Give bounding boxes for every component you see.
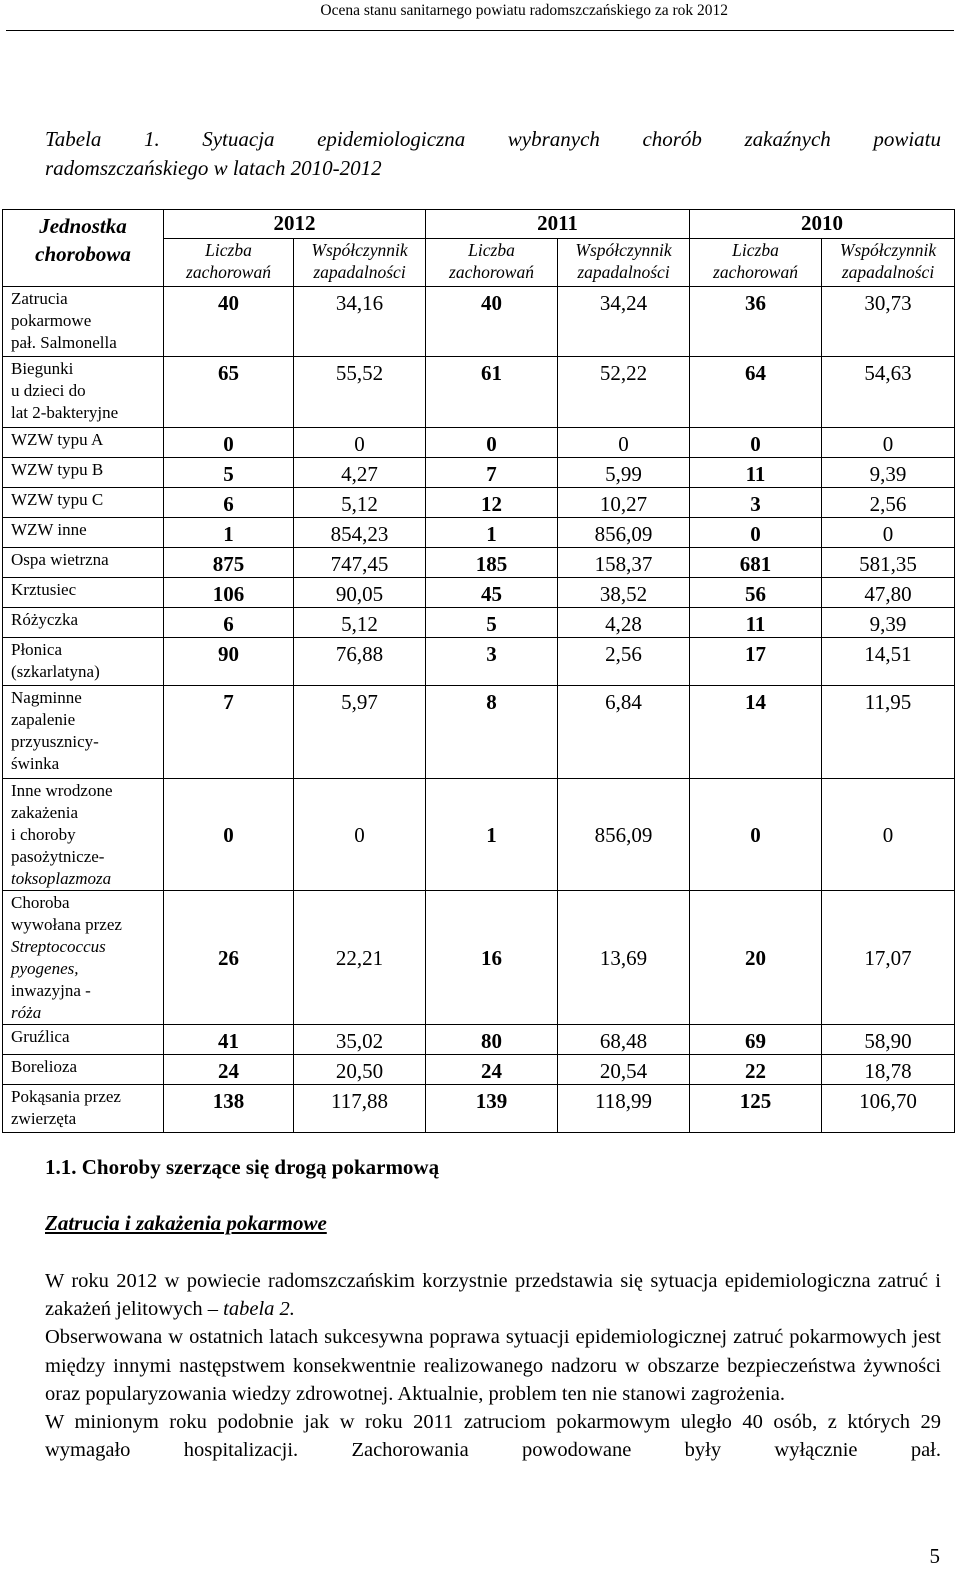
- cases-cell: 56: [690, 578, 822, 608]
- disease-name-cell: [3, 548, 164, 578]
- disease-name-line: WZW typu C: [11, 490, 104, 509]
- disease-name-cell: [3, 608, 164, 638]
- disease-name-line: świnka: [11, 754, 60, 773]
- disease-name-cell: [3, 1085, 164, 1133]
- rate-cell: 118,99: [558, 1085, 690, 1133]
- disease-name-line: Inne wrodzone: [11, 781, 113, 800]
- rate-cell: 581,35: [822, 548, 955, 578]
- cases-cell: 138: [164, 1085, 294, 1133]
- table-row: [3, 548, 955, 578]
- disease-name-cell: [3, 891, 164, 1025]
- disease-name-cell: [3, 638, 164, 686]
- disease-name-line: pał. Salmonella: [11, 333, 117, 352]
- table-row: [3, 578, 955, 608]
- rate-cell: 747,45: [294, 548, 426, 578]
- rate-cell: 47,80: [822, 578, 955, 608]
- rate-cell: 20,50: [294, 1055, 426, 1085]
- rate-cell: 22,21: [294, 891, 426, 1025]
- cases-cell: 61: [426, 357, 558, 428]
- cases-cell: 6: [164, 608, 294, 638]
- disease-name-line: Nagminne: [11, 688, 82, 707]
- cases-cell: 0: [690, 518, 822, 548]
- cases-cell: 0: [690, 428, 822, 458]
- disease-name-line: pyogenes,: [11, 959, 79, 978]
- cases-cell: 40: [426, 287, 558, 357]
- unit-header-line: Jednostka: [39, 214, 127, 238]
- cases-cell: 24: [164, 1055, 294, 1085]
- cases-cell: 64: [690, 357, 822, 428]
- disease-name-line: WZW typu A: [11, 430, 104, 449]
- page-number: 5: [929, 1544, 940, 1568]
- disease-table: [2, 209, 955, 1133]
- cases-cell: 681: [690, 548, 822, 578]
- table-row: [3, 287, 955, 357]
- disease-name-line: Borelioza: [11, 1057, 78, 1076]
- cases-cell: 106: [164, 578, 294, 608]
- disease-name-cell: [3, 287, 164, 357]
- disease-name-line: zwierzęta: [11, 1109, 77, 1128]
- cases-cell: 16: [426, 891, 558, 1025]
- rate-cell: 14,51: [822, 638, 955, 686]
- year-header-2011: 2011: [426, 210, 690, 239]
- rate-cell: 854,23: [294, 518, 426, 548]
- cases-cell: 69: [690, 1025, 822, 1055]
- caption-word: powiatu: [873, 127, 941, 151]
- cases-cell: 6: [164, 488, 294, 518]
- cases-cell: 26: [164, 891, 294, 1025]
- cases-cell: 14: [690, 686, 822, 779]
- cases-cell: 8: [426, 686, 558, 779]
- disease-name-cell: [3, 578, 164, 608]
- disease-name-line: róża: [11, 1003, 42, 1022]
- table-row: [3, 1025, 955, 1055]
- rate-cell: 90,05: [294, 578, 426, 608]
- cases-cell: 3: [690, 488, 822, 518]
- disease-name-cell: [3, 357, 164, 428]
- disease-name-line: wywołana przez: [11, 915, 122, 934]
- cases-cell: 1: [426, 518, 558, 548]
- disease-name-line: przyusznicy-: [11, 732, 99, 751]
- paragraph: W minionym roku podobnie jak w roku 2011 zatruciom pokarmowym uległo 40 osób, z których 29 wymagało hospitalizacji. Zachorowania powodowane były wyłącznie pał.: [45, 1411, 941, 1462]
- header-rule: [6, 30, 954, 31]
- rate-cell: 4,28: [558, 608, 690, 638]
- disease-name-line: i choroby: [11, 825, 76, 844]
- disease-name-line: zakażenia: [11, 803, 78, 822]
- disease-name-line: Biegunki: [11, 359, 74, 378]
- table-row: [3, 638, 955, 686]
- disease-name-line: Zatrucia: [11, 289, 68, 308]
- disease-name-line: Ospa wietrzna: [11, 550, 109, 569]
- cases-cell: 1: [164, 518, 294, 548]
- disease-name-line: Streptococcus: [11, 937, 106, 956]
- table-caption: [45, 125, 941, 183]
- cases-cell: 0: [164, 779, 294, 891]
- running-title: Ocena stanu sanitarnego powiatu radomszczańskiego za rok 2012: [320, 2, 728, 19]
- rate-cell: 11,95: [822, 686, 955, 779]
- rate-cell: 0: [558, 428, 690, 458]
- rate-cell: 117,88: [294, 1085, 426, 1133]
- caption-word: Sytuacja: [202, 127, 275, 151]
- disease-name-line: Różyczka: [11, 610, 79, 629]
- disease-name-cell: [3, 779, 164, 891]
- cases-cell: 17: [690, 638, 822, 686]
- rate-cell: 10,27: [558, 488, 690, 518]
- table-reference: – tabela 2.: [207, 1298, 295, 1321]
- rate-cell: 0: [822, 779, 955, 891]
- cases-cell: 3: [426, 638, 558, 686]
- cases-header: Liczba zachorowań: [426, 239, 558, 287]
- rate-cell: 13,69: [558, 891, 690, 1025]
- cases-header: Liczba zachorowań: [164, 239, 294, 287]
- rate-cell: 4,27: [294, 458, 426, 488]
- cases-cell: 7: [164, 686, 294, 779]
- rate-cell: 68,48: [558, 1025, 690, 1055]
- rate-cell: 856,09: [558, 779, 690, 891]
- disease-name-cell: [3, 488, 164, 518]
- page-header: [0, 0, 956, 34]
- cases-cell: 45: [426, 578, 558, 608]
- cases-cell: 11: [690, 608, 822, 638]
- rate-cell: 34,24: [558, 287, 690, 357]
- disease-name-line: Pokąsania przez: [11, 1087, 121, 1106]
- disease-name-line: (szkarlatyna): [11, 662, 100, 681]
- rate-header: Współczynnik zapadalności: [822, 239, 955, 287]
- caption-word: chorób: [642, 127, 702, 151]
- rate-cell: 6,84: [558, 686, 690, 779]
- cases-cell: 20: [690, 891, 822, 1025]
- year-header-2010: 2010: [690, 210, 955, 239]
- cases-cell: 125: [690, 1085, 822, 1133]
- rate-cell: 0: [294, 779, 426, 891]
- rate-cell: 30,73: [822, 287, 955, 357]
- disease-name-line: Gruźlica: [11, 1027, 70, 1046]
- disease-name-line: pasożytnicze-: [11, 847, 105, 866]
- rate-cell: 5,97: [294, 686, 426, 779]
- table-row: [3, 458, 955, 488]
- rate-cell: 0: [822, 428, 955, 458]
- disease-name-line: WZW typu B: [11, 460, 104, 479]
- cases-cell: 36: [690, 287, 822, 357]
- cases-cell: 139: [426, 1085, 558, 1133]
- rate-cell: 55,52: [294, 357, 426, 428]
- table-row: [3, 1085, 955, 1133]
- year-header-row: [3, 210, 955, 239]
- disease-name-cell: [3, 458, 164, 488]
- disease-name-line: Choroba: [11, 893, 70, 912]
- rate-cell: 54,63: [822, 357, 955, 428]
- rate-cell: 0: [822, 518, 955, 548]
- body-text: [45, 1267, 941, 1464]
- cases-cell: 0: [164, 428, 294, 458]
- cases-cell: 40: [164, 287, 294, 357]
- section-heading: 1.1. Choroby szerzące się drogą pokarmową: [45, 1155, 440, 1179]
- cases-cell: 0: [426, 428, 558, 458]
- table-row: [3, 488, 955, 518]
- cases-cell: 24: [426, 1055, 558, 1085]
- rate-cell: 38,52: [558, 578, 690, 608]
- table-row: [3, 686, 955, 779]
- rate-cell: 5,12: [294, 608, 426, 638]
- rate-cell: 20,54: [558, 1055, 690, 1085]
- rate-cell: 58,90: [822, 1025, 955, 1055]
- paragraph-text: W roku 2012 w powiecie radomszczańskim korzystnie przedstawia się sytuacja epidemiologiczna zatruć i zakażeń jelitowych: [45, 1270, 941, 1321]
- disease-name-line: u dzieci do: [11, 381, 86, 400]
- table-row: [3, 1055, 955, 1085]
- caption-word: zakaźnych: [744, 127, 831, 151]
- cases-cell: 185: [426, 548, 558, 578]
- cases-cell: 80: [426, 1025, 558, 1055]
- rate-cell: 17,07: [822, 891, 955, 1025]
- rate-cell: 9,39: [822, 608, 955, 638]
- disease-name-line: Krztusiec: [11, 580, 77, 599]
- rate-cell: 9,39: [822, 458, 955, 488]
- paragraph: [45, 1267, 941, 1323]
- caption-word: epidemiologiczna: [317, 127, 466, 151]
- rate-header: Współczynnik zapadalności: [294, 239, 426, 287]
- table-row: [3, 428, 955, 458]
- caption-word: wybranych: [507, 127, 600, 151]
- cases-cell: 5: [426, 608, 558, 638]
- cases-cell: 875: [164, 548, 294, 578]
- rate-cell: 35,02: [294, 1025, 426, 1055]
- disease-name-line: lat 2-bakteryjne: [11, 403, 119, 422]
- rate-cell: 5,99: [558, 458, 690, 488]
- caption-word: Tabela: [45, 127, 102, 151]
- cases-header: Liczba zachorowań: [690, 239, 822, 287]
- disease-name-cell: [3, 518, 164, 548]
- cases-cell: 90: [164, 638, 294, 686]
- unit-header-line: chorobowa: [35, 242, 131, 266]
- disease-name-cell: [3, 686, 164, 779]
- paragraph: Obserwowana w ostatnich latach sukcesywna poprawa sytuacji epidemiologicznej zatruć pokarmowych jest między innymi następstwem konsekwentnie realizowanego nadzoru w obszarze bezpieczeństwa żywności oraz popularyzowania wiedzy zdrowotnej. Aktualnie, problem ten nie stanowi zagrożenia.: [45, 1326, 941, 1405]
- rate-header: Współczynnik zapadalności: [558, 239, 690, 287]
- subsection-heading: Zatrucia i zakażenia pokarmowe: [45, 1211, 327, 1235]
- rate-cell: 106,70: [822, 1085, 955, 1133]
- table-row: [3, 891, 955, 1025]
- rate-cell: 2,56: [822, 488, 955, 518]
- rate-cell: 76,88: [294, 638, 426, 686]
- disease-name-line: toksoplazmoza: [11, 869, 112, 888]
- caption-line-2: radomszczańskiego w latach 2010-2012: [45, 156, 382, 180]
- rate-cell: 34,16: [294, 287, 426, 357]
- disease-name-line: inwazyjna -: [11, 981, 91, 1000]
- year-header-2012: 2012: [164, 210, 426, 239]
- rate-cell: 856,09: [558, 518, 690, 548]
- cases-cell: 7: [426, 458, 558, 488]
- disease-name-cell: [3, 1025, 164, 1055]
- cases-cell: 12: [426, 488, 558, 518]
- table-row: [3, 357, 955, 428]
- disease-name-line: zapalenie: [11, 710, 76, 729]
- cases-cell: 11: [690, 458, 822, 488]
- cases-cell: 65: [164, 357, 294, 428]
- cases-cell: 5: [164, 458, 294, 488]
- disease-name-line: Płonica: [11, 640, 62, 659]
- rate-cell: 0: [294, 428, 426, 458]
- rate-cell: 158,37: [558, 548, 690, 578]
- cases-cell: 22: [690, 1055, 822, 1085]
- table-row: [3, 518, 955, 548]
- rate-cell: 52,22: [558, 357, 690, 428]
- caption-line-1: [45, 125, 941, 154]
- cases-cell: 1: [426, 779, 558, 891]
- rate-cell: 18,78: [822, 1055, 955, 1085]
- table-row: [3, 779, 955, 891]
- table-row: [3, 608, 955, 638]
- rate-cell: 2,56: [558, 638, 690, 686]
- unit-header: [3, 210, 164, 287]
- disease-name-line: pokarmowe: [11, 311, 92, 330]
- disease-name-cell: [3, 428, 164, 458]
- disease-name-cell: [3, 1055, 164, 1085]
- cases-cell: 0: [690, 779, 822, 891]
- caption-word: 1.: [143, 127, 160, 151]
- cases-cell: 41: [164, 1025, 294, 1055]
- rate-cell: 5,12: [294, 488, 426, 518]
- disease-name-line: WZW inne: [11, 520, 87, 539]
